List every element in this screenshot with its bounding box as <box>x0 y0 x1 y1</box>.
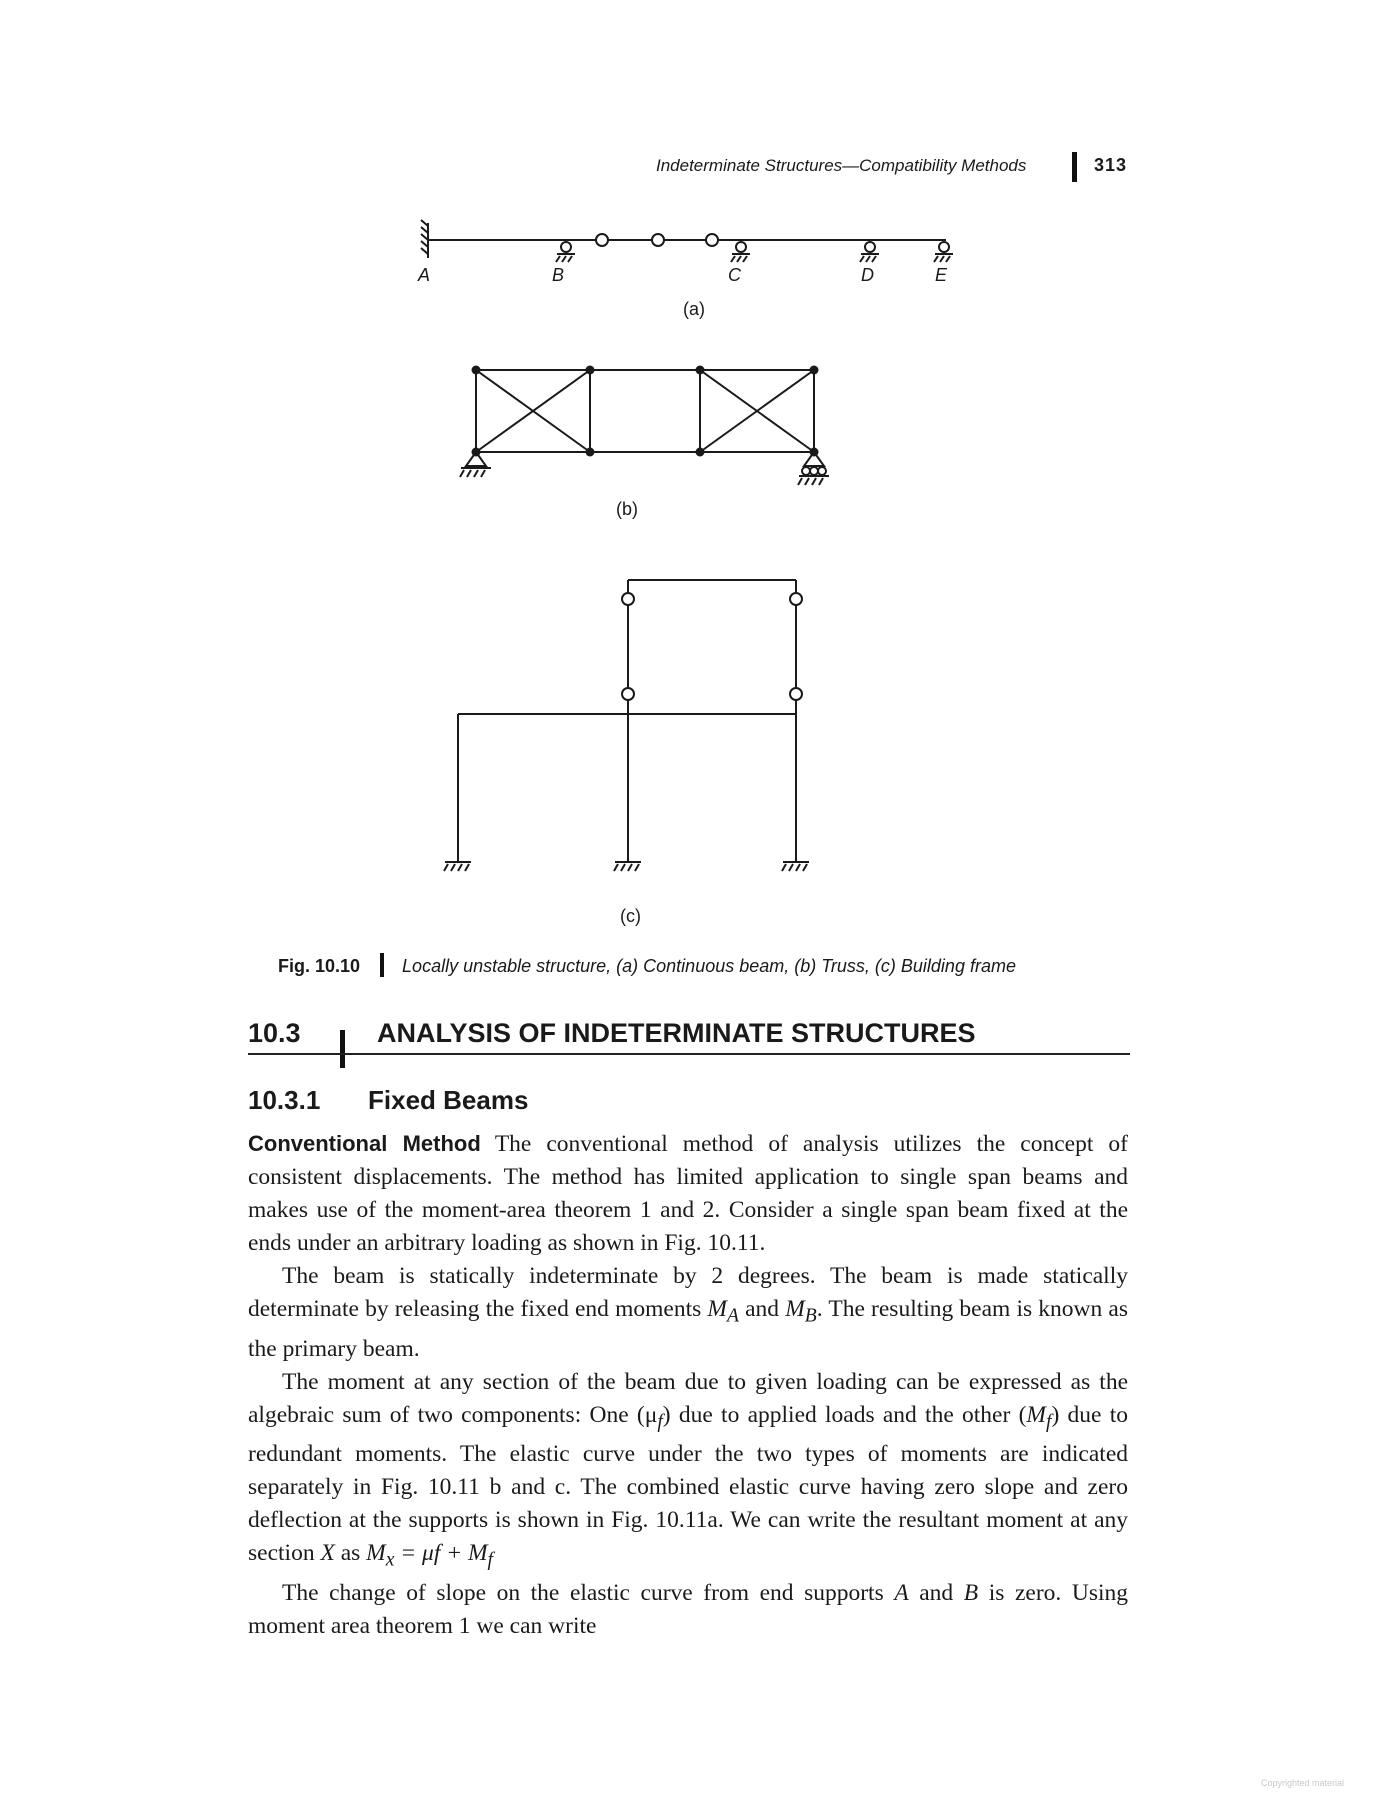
support-a-symbol: A <box>894 1580 909 1607</box>
running-head-title: Indeterminate Structures—Compatibility Methods <box>656 156 1027 175</box>
support-label-a: A <box>418 265 431 285</box>
p2-text-2: and <box>738 1296 786 1322</box>
watermark: Copyrighted material <box>1260 1778 1344 1788</box>
section-title: ANALYSIS OF INDETERMINATE STRUCTURES <box>377 1018 976 1048</box>
page-number: 313 <box>1094 155 1128 175</box>
support-b-symbol: B <box>963 1580 979 1607</box>
section-x-symbol: X <box>320 1540 335 1567</box>
building-frame-diagram <box>444 580 809 871</box>
sublabel-a: (a) <box>683 299 705 319</box>
sublabel-b: (b) <box>616 499 638 519</box>
equation-subscript: f <box>487 1550 493 1572</box>
mu-subscript: f <box>657 1411 663 1433</box>
subsection-title: Fixed Beams <box>368 1085 529 1115</box>
p2-text-1: The beam is statically indeterminate by 2 degrees. The beam is made statically determinate by releasing the fixed end moments <box>248 1263 1128 1322</box>
paragraph-1-text: The conventional method of analysis utilizes the concept of consistent displacements. The method has limited application to single span beams and makes use of the moment-area theorem 1 and 2. Consider a single span beam fixed at the ends under an arbitrary loading as shown in Fig. 10.11. <box>248 1131 1128 1256</box>
section-rule <box>248 1053 1130 1055</box>
support-label-c: C <box>728 265 741 285</box>
ma-symbol: M <box>707 1296 727 1322</box>
p2-text-3: . The resulting beam is known as the primary beam. <box>248 1296 1129 1362</box>
mu-symbol: μ <box>644 1401 658 1428</box>
section-divider <box>340 1030 345 1068</box>
section-number: 10.3 <box>248 1018 301 1048</box>
paragraph-3 <box>248 1366 1128 1577</box>
caption-text: Locally unstable structure, (a) Continuous beam, (b) Truss, (c) Building frame <box>402 956 1016 976</box>
p4-text-3: is zero. Using moment area theorem 1 we can write <box>248 1580 1128 1640</box>
paragraph-1 <box>248 1127 1128 1260</box>
mx-subscript: x <box>385 1550 395 1572</box>
p3-text-3: ) due to redundant moments. The elastic curve under the two types of moments are indicated separately in Fig. 10.11 b and c. The combined elastic curve having zero slope and zero deflection at the supports is shown in Fig. 10.11a. We can write the resultant moment at any section <box>248 1401 1128 1567</box>
mb-subscript: B <box>804 1305 817 1327</box>
figure-caption <box>278 953 1016 977</box>
paragraph-2 <box>248 1260 1128 1366</box>
paragraph-4 <box>248 1577 1128 1643</box>
continuous-beam-diagram <box>421 220 953 262</box>
p3-text-1: The moment at any section of the beam due to given loading can be expressed as the algebraic sum of two components: One ( <box>248 1368 1128 1428</box>
support-label-d: D <box>861 265 874 285</box>
body-text <box>248 1127 1128 1643</box>
caption-divider <box>380 953 384 977</box>
equation-rhs: = μf + M <box>394 1540 488 1567</box>
runin-heading: Conventional Method <box>248 1131 481 1156</box>
mb-symbol: M <box>785 1296 805 1322</box>
sublabel-c: (c) <box>620 906 641 926</box>
figure-number: Fig. 10.10 <box>278 956 361 976</box>
mf-symbol: M <box>1026 1401 1046 1428</box>
p3-text-4: as <box>334 1540 367 1567</box>
mx-symbol: M <box>366 1540 386 1567</box>
p4-text-2: and <box>908 1580 964 1607</box>
truss-diagram <box>460 366 829 486</box>
subsection-number: 10.3.1 <box>248 1085 321 1115</box>
p3-text-2: ) due to applied loads and the other ( <box>662 1401 1027 1428</box>
p4-text-1: The change of slope on the elastic curve from end supports <box>282 1580 895 1607</box>
ma-subscript: A <box>726 1305 739 1327</box>
support-label-b: B <box>552 265 565 285</box>
mf-subscript: f <box>1045 1411 1052 1433</box>
support-label-e: E <box>935 265 948 285</box>
